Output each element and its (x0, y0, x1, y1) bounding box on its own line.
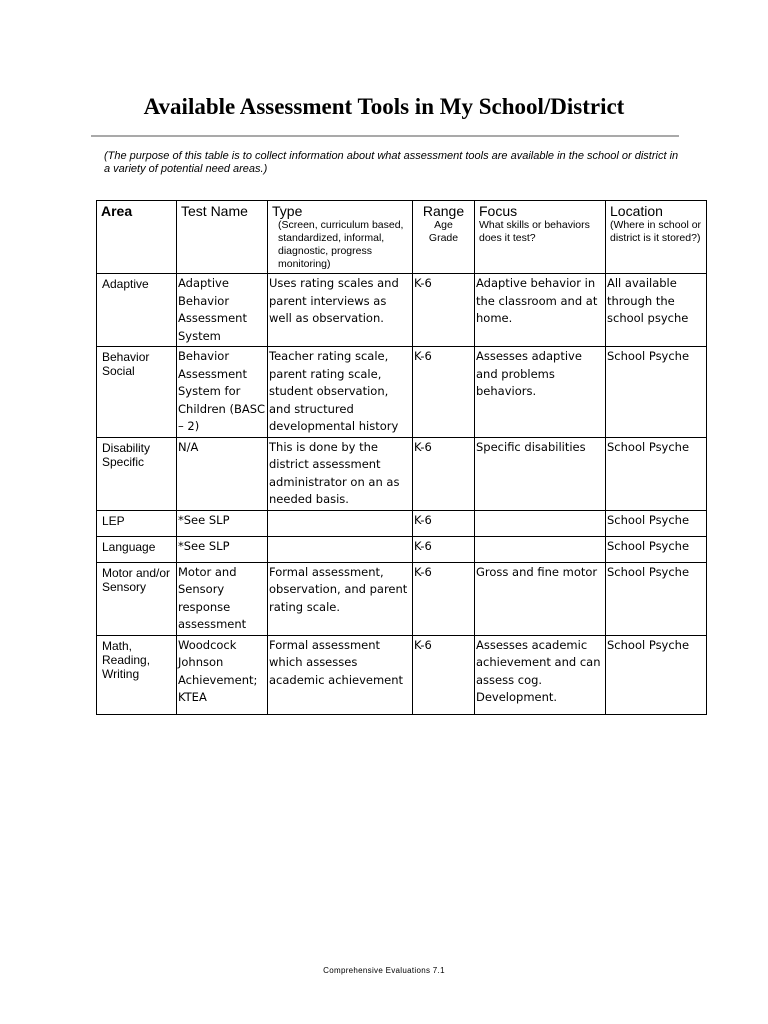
table-row (97, 274, 707, 347)
cell-test: Adaptive Behavior Assessment System (177, 274, 268, 347)
table-row (97, 536, 707, 562)
cell-test: Behavior Assessment System for Children (BASC – 2) (177, 347, 268, 438)
cell-focus: Adaptive behavior in the classroom and at home. (475, 274, 606, 347)
cell-test: Woodcock Johnson Achievement; KTEA (177, 635, 268, 714)
table-row (97, 510, 707, 536)
header-area: Area (97, 201, 177, 274)
cell-area: LEP (97, 510, 177, 536)
table-row (97, 437, 707, 510)
cell-range: K-6 (413, 437, 475, 510)
cell-focus: Specific disabilities (475, 437, 606, 510)
cell-test: N/A (177, 437, 268, 510)
header-type: Type (Screen, curriculum based, standardized, informal, diagnostic, progress monitoring) (268, 201, 413, 274)
cell-test: *See SLP (177, 510, 268, 536)
cell-location: All available through the school psyche (606, 274, 707, 347)
header-test-name: Test Name (177, 201, 268, 274)
cell-range: K-6 (413, 635, 475, 714)
header-range: Range Age Grade (413, 201, 475, 274)
assessment-table (96, 200, 707, 715)
cell-range: K-6 (413, 536, 475, 562)
cell-location: School Psyche (606, 536, 707, 562)
cell-type: Uses rating scales and parent interviews as well as observation. (268, 274, 413, 347)
cell-type (268, 510, 413, 536)
cell-area: Motor and/or Sensory (97, 562, 177, 635)
table-row (97, 347, 707, 438)
cell-type: Formal assessment, observation, and parent rating scale. (268, 562, 413, 635)
header-focus: Focus What skills or behaviors does it test? (475, 201, 606, 274)
cell-type: Formal assessment which assesses academic achievement (268, 635, 413, 714)
cell-type: This is done by the district assessment administrator on an as needed basis. (268, 437, 413, 510)
page-title: Available Assessment Tools in My School/District (143, 94, 625, 119)
cell-type: Teacher rating scale, parent rating scale, student observation, and structured developmental history (268, 347, 413, 438)
cell-focus: Gross and fine motor (475, 562, 606, 635)
cell-focus: Assesses adaptive and problems behaviors. (475, 347, 606, 438)
cell-area: Disability Specific (97, 437, 177, 510)
cell-test: Motor and Sensory response assessment (177, 562, 268, 635)
cell-range: K-6 (413, 562, 475, 635)
cell-location: School Psyche (606, 510, 707, 536)
cell-focus (475, 510, 606, 536)
cell-location: School Psyche (606, 437, 707, 510)
table-row (97, 562, 707, 635)
cell-range: K-6 (413, 510, 475, 536)
cell-location: School Psyche (606, 562, 707, 635)
cell-focus (475, 536, 606, 562)
cell-focus: Assesses academic achievement and can assess cog. Development. (475, 635, 606, 714)
cell-area: Behavior Social (97, 347, 177, 438)
intro-text: (The purpose of this table is to collect information about what assessment tools are available in the school or district in a variety of potential need areas.) (104, 150, 679, 175)
cell-area: Adaptive (97, 274, 177, 347)
cell-test: *See SLP (177, 536, 268, 562)
cell-area: Math, Reading, Writing (97, 635, 177, 714)
table-row (97, 635, 707, 714)
cell-type (268, 536, 413, 562)
cell-range: K-6 (413, 347, 475, 438)
page-footer: Comprehensive Evaluations 7.1 (323, 966, 445, 975)
cell-range: K-6 (413, 274, 475, 347)
cell-location: School Psyche (606, 635, 707, 714)
cell-location: School Psyche (606, 347, 707, 438)
title-divider (91, 135, 679, 137)
header-row (97, 201, 707, 274)
header-location: Location (Where in school or district is it stored?) (606, 201, 707, 274)
cell-area: Language (97, 536, 177, 562)
